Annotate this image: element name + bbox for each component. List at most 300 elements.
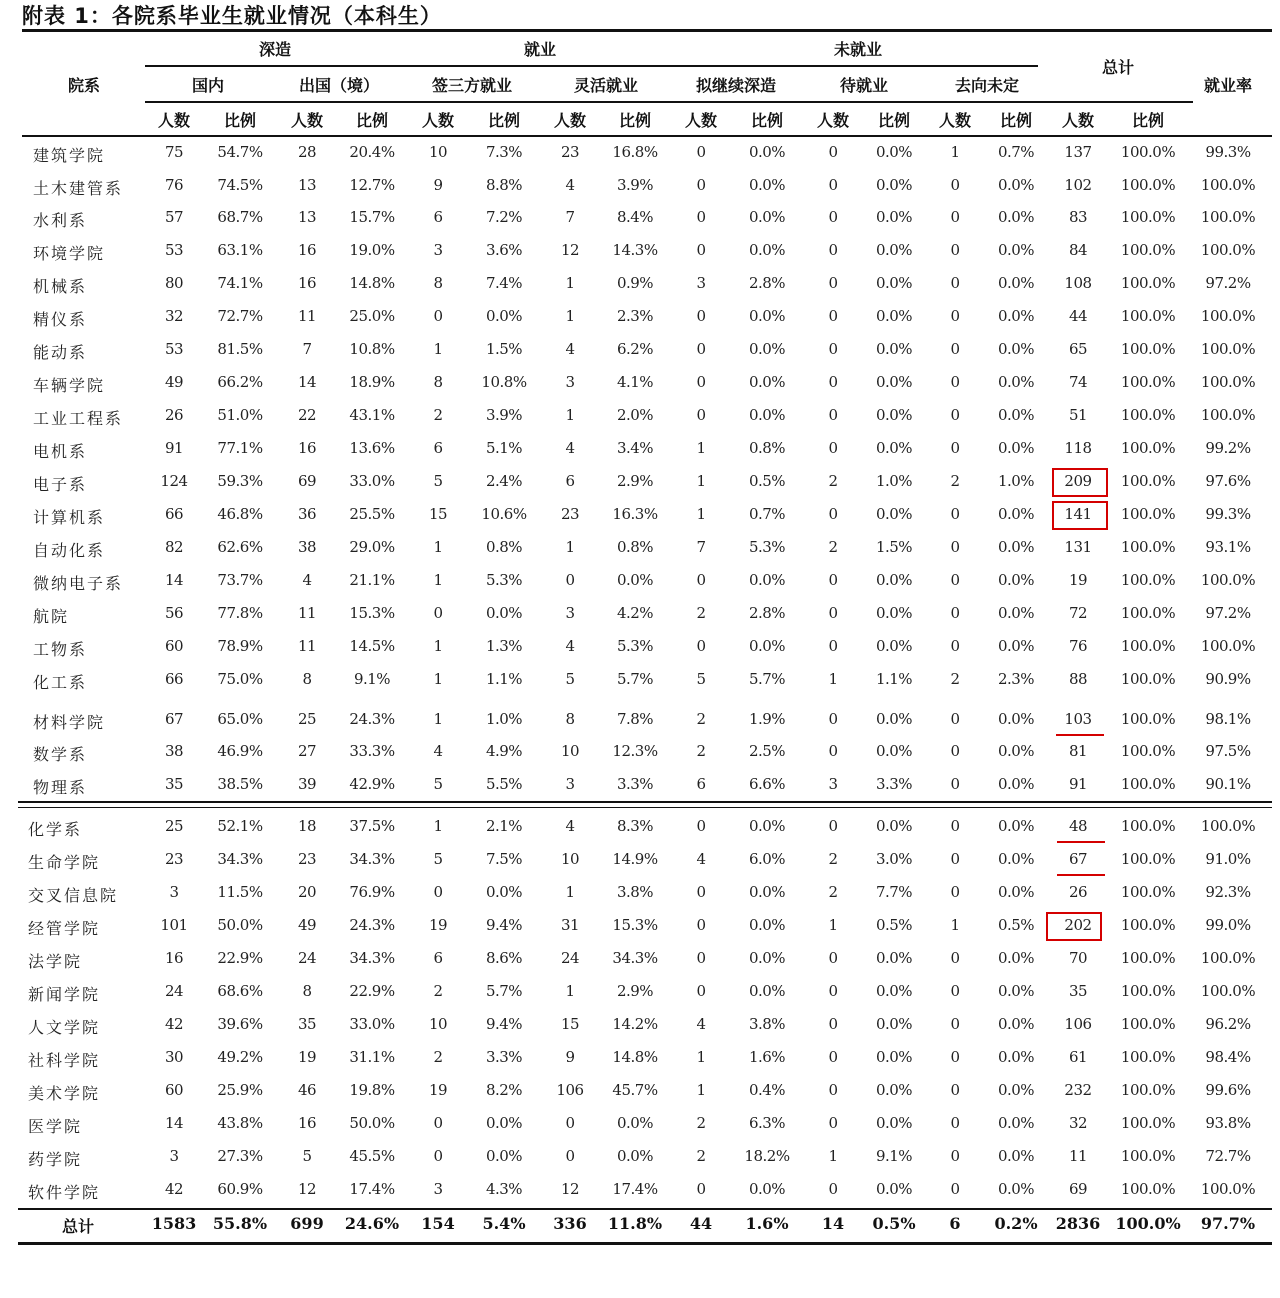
table-cell: 3 — [696, 274, 706, 292]
table-cell: 2 — [828, 472, 838, 490]
table-cell: 17.4% — [349, 1180, 395, 1198]
table-title: 附表 1：各院系毕业生就业情况（本科生） — [22, 4, 442, 28]
table-cell: 3.3% — [485, 1048, 523, 1066]
table-cell: 90.9% — [1205, 670, 1251, 688]
table-cell: 4 — [565, 176, 575, 194]
table-cell: 80 — [164, 274, 184, 292]
table-cell: 0.4% — [748, 1081, 786, 1099]
table-cell: 0.0% — [748, 571, 786, 589]
table-cell: 100.0% — [1200, 637, 1256, 655]
table-cell: 100.0% — [1120, 340, 1176, 358]
table-cell: 0.0% — [997, 604, 1035, 622]
table-cell: 100.0% — [1120, 143, 1176, 161]
table-cell: 2 — [433, 1048, 443, 1066]
table-cell: 0 — [828, 274, 838, 292]
header-subgroup: 签三方就业 — [431, 76, 513, 95]
table-cell: 42.9% — [349, 775, 395, 793]
table-cell: 2.3% — [616, 307, 654, 325]
table-cell: 7.5% — [485, 850, 523, 868]
table-cell: 30 — [164, 1048, 184, 1066]
table-cell: 0 — [950, 241, 960, 259]
table-cell: 20 — [297, 883, 317, 901]
table-cell: 0 — [950, 1015, 960, 1033]
total-count-cell: 84 — [1068, 241, 1088, 259]
table-cell: 0 — [950, 1081, 960, 1099]
table-cell: 8 — [302, 670, 312, 688]
table-cell: 0.5% — [748, 472, 786, 490]
table-cell: 2 — [696, 1114, 706, 1132]
table-cell: 100.0% — [1200, 340, 1256, 358]
table-cell: 14.8% — [349, 274, 395, 292]
table-cell: 1.1% — [485, 670, 523, 688]
table-cell: 1 — [950, 916, 960, 934]
table-cell: 1 — [696, 472, 706, 490]
table-cell: 0.0% — [997, 1114, 1035, 1132]
total-count-cell: 19 — [1068, 571, 1088, 589]
table-cell: 9.1% — [353, 670, 391, 688]
header-total: 总计 — [1101, 58, 1135, 77]
table-cell: 0 — [828, 176, 838, 194]
table-cell: 0.0% — [875, 1114, 913, 1132]
table-cell: 51.0% — [217, 406, 263, 424]
table-cell: 3 — [565, 775, 575, 793]
table-cell: 24 — [164, 982, 184, 1000]
table-cell: 39.6% — [217, 1015, 263, 1033]
total-count-cell: 61 — [1068, 1048, 1088, 1066]
table-cell: 9.4% — [485, 916, 523, 934]
table-cell: 0 — [565, 1114, 575, 1132]
table-cell: 99.3% — [1205, 143, 1251, 161]
table-cell: 8 — [565, 710, 575, 728]
table-cell: 34.3% — [612, 949, 658, 967]
table-cell: 3 — [433, 1180, 443, 1198]
table-cell: 73.7% — [217, 571, 263, 589]
table-cell: 77.1% — [217, 439, 263, 457]
table-cell: 19.0% — [349, 241, 395, 259]
table-cell: 22.9% — [217, 949, 263, 967]
table-cell: 75 — [164, 143, 184, 161]
table-cell: 0.8% — [616, 538, 654, 556]
table-cell: 0.0% — [997, 208, 1035, 226]
total-cell: 44 — [689, 1214, 713, 1233]
table-cell: 4 — [565, 439, 575, 457]
table-cell: 11.5% — [217, 883, 263, 901]
table-cell: 8.2% — [485, 1081, 523, 1099]
table-cell: 1 — [828, 670, 838, 688]
table-cell: 98.4% — [1205, 1048, 1251, 1066]
table-cell: 42 — [164, 1015, 184, 1033]
table-cell: 1.5% — [485, 340, 523, 358]
total-count-cell: 76 — [1068, 637, 1088, 655]
table-cell: 1 — [433, 710, 443, 728]
table-cell: 5 — [433, 472, 443, 490]
table-cell: 38 — [164, 742, 184, 760]
table-cell: 0 — [828, 439, 838, 457]
header-ratio: 比例 — [999, 111, 1033, 130]
table-cell: 100.0% — [1120, 307, 1176, 325]
table-cell: 0.0% — [997, 307, 1035, 325]
total-count-cell: 35 — [1068, 982, 1088, 1000]
total-cell: 1583 — [151, 1214, 197, 1233]
table-cell: 6 — [433, 439, 443, 457]
table-cell: 0 — [950, 817, 960, 835]
table-cell: 1 — [696, 505, 706, 523]
table-cell: 0.0% — [748, 241, 786, 259]
table-cell: 100.0% — [1120, 274, 1176, 292]
table-cell: 0 — [433, 1114, 443, 1132]
table-cell: 0 — [696, 1180, 706, 1198]
highlight-underline — [1057, 874, 1105, 876]
table-cell: 0 — [828, 505, 838, 523]
table-cell: 0.0% — [875, 208, 913, 226]
table-cell: 0 — [950, 571, 960, 589]
table-cell: 0 — [950, 208, 960, 226]
table-cell: 23 — [560, 143, 580, 161]
header-group: 深造 — [258, 40, 292, 59]
table-cell: 97.6% — [1205, 472, 1251, 490]
table-cell: 0.0% — [748, 817, 786, 835]
table-cell: 0 — [696, 340, 706, 358]
table-cell: 20.4% — [349, 143, 395, 161]
table-cell: 11 — [297, 637, 317, 655]
table-cell: 0.9% — [616, 274, 654, 292]
table-cell: 100.0% — [1120, 1015, 1176, 1033]
table-cell: 0.0% — [748, 916, 786, 934]
table-cell: 56 — [164, 604, 184, 622]
table-cell: 1 — [696, 439, 706, 457]
total-count-cell: 44 — [1068, 307, 1088, 325]
table-cell: 0 — [828, 1114, 838, 1132]
table-cell: 18.9% — [349, 373, 395, 391]
total-cell: 1.6% — [745, 1214, 789, 1233]
dept-name: 经管学院 — [28, 919, 101, 938]
table-cell: 0 — [696, 307, 706, 325]
table-cell: 5 — [696, 670, 706, 688]
table-cell: 100.0% — [1120, 949, 1176, 967]
header-count: 人数 — [553, 111, 587, 130]
table-cell: 8.8% — [485, 176, 523, 194]
table-cell: 50.0% — [349, 1114, 395, 1132]
table-cell: 1 — [433, 817, 443, 835]
table-cell: 14 — [297, 373, 317, 391]
table-cell: 50.0% — [217, 916, 263, 934]
table-cell: 0 — [696, 208, 706, 226]
dept-name: 交叉信息院 — [28, 886, 119, 905]
total-count-cell: 67 — [1068, 850, 1088, 868]
table-cell: 67 — [164, 710, 184, 728]
table-cell: 7 — [565, 208, 575, 226]
total-count-cell: 74 — [1068, 373, 1088, 391]
table-cell: 100.0% — [1120, 538, 1176, 556]
table-cell: 49 — [164, 373, 184, 391]
table-cell: 0.0% — [748, 373, 786, 391]
table-cell: 0 — [828, 637, 838, 655]
table-cell: 14 — [164, 1114, 184, 1132]
table-cell: 46.8% — [217, 505, 263, 523]
table-cell: 8.4% — [616, 208, 654, 226]
dept-name: 计算机系 — [33, 508, 106, 527]
table-cell: 0 — [696, 143, 706, 161]
table-cell: 3.6% — [485, 241, 523, 259]
table-cell: 100.0% — [1120, 742, 1176, 760]
table-cell: 28 — [297, 143, 317, 161]
table-cell: 97.2% — [1205, 604, 1251, 622]
table-cell: 60 — [164, 1081, 184, 1099]
table-cell: 68.6% — [217, 982, 263, 1000]
header-group: 未就业 — [833, 40, 883, 59]
table-cell: 0.0% — [997, 340, 1035, 358]
table-cell: 18 — [297, 817, 317, 835]
table-cell: 8.6% — [485, 949, 523, 967]
table-cell: 45.7% — [612, 1081, 658, 1099]
total-count-cell: 232 — [1064, 1081, 1092, 1099]
table-cell: 0.0% — [997, 637, 1035, 655]
table-cell: 1.0% — [485, 710, 523, 728]
table-cell: 59.3% — [217, 472, 263, 490]
dept-name: 化工系 — [33, 673, 88, 692]
table-cell: 19 — [428, 916, 448, 934]
table-cell: 3.4% — [616, 439, 654, 457]
table-cell: 1.5% — [875, 538, 913, 556]
table-cell: 2 — [433, 982, 443, 1000]
table-cell: 100.0% — [1120, 241, 1176, 259]
table-cell: 0 — [696, 916, 706, 934]
table-cell: 0.0% — [875, 406, 913, 424]
table-cell: 43.8% — [217, 1114, 263, 1132]
table-cell: 0.0% — [997, 1015, 1035, 1033]
table-cell: 82 — [164, 538, 184, 556]
highlight-box — [1052, 501, 1108, 530]
table-cell: 7 — [696, 538, 706, 556]
table-cell: 100.0% — [1120, 505, 1176, 523]
table-cell: 2.4% — [485, 472, 523, 490]
table-cell: 7.8% — [616, 710, 654, 728]
table-cell: 57 — [164, 208, 184, 226]
table-cell: 14.5% — [349, 637, 395, 655]
table-cell: 3 — [565, 373, 575, 391]
table-cell: 0 — [950, 340, 960, 358]
table-cell: 14.3% — [612, 241, 658, 259]
table-cell: 124 — [160, 472, 188, 490]
table-cell: 60.9% — [217, 1180, 263, 1198]
table-cell: 77.8% — [217, 604, 263, 622]
total-cell: 24.6% — [344, 1214, 400, 1233]
table-cell: 100.0% — [1120, 850, 1176, 868]
table-cell: 29.0% — [349, 538, 395, 556]
table-cell: 37.5% — [349, 817, 395, 835]
table-cell: 34.3% — [217, 850, 263, 868]
total-count-cell: 108 — [1064, 274, 1092, 292]
table-cell: 0.0% — [485, 1114, 523, 1132]
table-cell: 0.8% — [748, 439, 786, 457]
table-cell: 0 — [696, 571, 706, 589]
table-cell: 0 — [696, 373, 706, 391]
table-cell: 91.0% — [1205, 850, 1251, 868]
table-cell: 0 — [828, 571, 838, 589]
table-cell: 3.0% — [875, 850, 913, 868]
table-cell: 9.1% — [875, 1147, 913, 1165]
table-cell: 5.7% — [748, 670, 786, 688]
total-count-cell: 51 — [1068, 406, 1088, 424]
table-cell: 0 — [950, 406, 960, 424]
table-cell: 0.0% — [875, 176, 913, 194]
table-cell: 10 — [560, 850, 580, 868]
table-cell: 24 — [560, 949, 580, 967]
dept-name: 能动系 — [33, 343, 88, 362]
dept-name: 生命学院 — [28, 853, 101, 872]
bottom-rule — [18, 1242, 1272, 1245]
table-cell: 16 — [164, 949, 184, 967]
table-cell: 0 — [828, 143, 838, 161]
table-cell: 0.0% — [997, 176, 1035, 194]
table-cell: 0.0% — [748, 208, 786, 226]
table-cell: 27.3% — [217, 1147, 263, 1165]
table-cell: 12.3% — [612, 742, 658, 760]
dept-name: 土木建管系 — [33, 179, 124, 198]
table-cell: 100.0% — [1120, 1081, 1176, 1099]
table-cell: 100.0% — [1200, 949, 1256, 967]
table-cell: 63.1% — [217, 241, 263, 259]
table-cell: 0 — [565, 571, 575, 589]
table-cell: 3.8% — [616, 883, 654, 901]
table-cell: 96.2% — [1205, 1015, 1251, 1033]
table-cell: 10 — [428, 1015, 448, 1033]
dept-name: 电机系 — [33, 442, 88, 461]
table-cell: 0 — [696, 241, 706, 259]
table-cell: 100.0% — [1200, 1180, 1256, 1198]
table-cell: 1 — [565, 406, 575, 424]
dept-name: 软件学院 — [28, 1183, 101, 1202]
table-cell: 0 — [828, 710, 838, 728]
table-cell: 46 — [297, 1081, 317, 1099]
dept-name: 微纳电子系 — [33, 574, 124, 593]
table-cell: 10.8% — [349, 340, 395, 358]
table-cell: 0 — [950, 710, 960, 728]
table-cell: 0.0% — [875, 1180, 913, 1198]
table-cell: 100.0% — [1200, 406, 1256, 424]
total-cell: 0.2% — [994, 1214, 1038, 1233]
table-cell: 1 — [828, 916, 838, 934]
table-cell: 76.9% — [349, 883, 395, 901]
table-cell: 25 — [297, 710, 317, 728]
header-count: 人数 — [290, 111, 324, 130]
table-cell: 3.8% — [748, 1015, 786, 1033]
dept-name: 数学系 — [33, 745, 88, 764]
table-cell: 66.2% — [217, 373, 263, 391]
table-cell: 49.2% — [217, 1048, 263, 1066]
table-cell: 1 — [433, 571, 443, 589]
table-cell: 100.0% — [1120, 1147, 1176, 1165]
header-rate: 就业率 — [1203, 76, 1253, 95]
table-cell: 91 — [164, 439, 184, 457]
table-cell: 0 — [696, 406, 706, 424]
table-cell: 0.0% — [748, 949, 786, 967]
total-cell: 6 — [949, 1214, 961, 1233]
table-cell: 7 — [302, 340, 312, 358]
header-ratio: 比例 — [223, 111, 257, 130]
table-cell: 0 — [828, 241, 838, 259]
dept-name: 车辆学院 — [33, 376, 106, 395]
highlight-box — [1046, 912, 1102, 941]
table-cell: 0.8% — [485, 538, 523, 556]
total-count-cell: 202 — [1064, 916, 1092, 934]
table-cell: 100.0% — [1200, 982, 1256, 1000]
table-cell: 26 — [164, 406, 184, 424]
table-cell: 16.8% — [612, 143, 658, 161]
table-cell: 0.0% — [748, 340, 786, 358]
total-count-cell: 83 — [1068, 208, 1088, 226]
dept-name: 精仪系 — [33, 310, 88, 329]
table-cell: 0 — [696, 883, 706, 901]
dept-name: 美术学院 — [28, 1084, 101, 1103]
table-cell: 60 — [164, 637, 184, 655]
table-cell: 0.0% — [997, 274, 1035, 292]
dept-name: 法学院 — [28, 952, 83, 971]
table-cell: 66 — [164, 505, 184, 523]
table-cell: 100.0% — [1120, 208, 1176, 226]
table-cell: 1.3% — [485, 637, 523, 655]
table-cell: 0.0% — [485, 1147, 523, 1165]
table-cell: 1 — [433, 538, 443, 556]
table-cell: 54.7% — [217, 143, 263, 161]
dept-name: 人文学院 — [28, 1018, 101, 1037]
table-cell: 10 — [428, 143, 448, 161]
table-cell: 39 — [297, 775, 317, 793]
table-cell: 33.3% — [349, 742, 395, 760]
table-cell: 9 — [433, 176, 443, 194]
total-count-cell: 118 — [1064, 439, 1092, 457]
table-cell: 0.0% — [748, 143, 786, 161]
table-cell: 5 — [302, 1147, 312, 1165]
table-cell: 5 — [433, 775, 443, 793]
total-cell: 55.8% — [212, 1214, 268, 1233]
table-cell: 4 — [565, 637, 575, 655]
table-cell: 93.8% — [1205, 1114, 1251, 1132]
table-cell: 0.0% — [997, 949, 1035, 967]
table-cell: 62.6% — [217, 538, 263, 556]
table-cell: 69 — [297, 472, 317, 490]
table-cell: 0 — [828, 1081, 838, 1099]
total-count-cell: 141 — [1064, 505, 1092, 523]
table-cell: 66 — [164, 670, 184, 688]
table-cell: 8.3% — [616, 817, 654, 835]
table-cell: 1.9% — [748, 710, 786, 728]
table-cell: 19 — [428, 1081, 448, 1099]
table-cell: 0 — [950, 775, 960, 793]
table-cell: 2 — [696, 1147, 706, 1165]
table-cell: 3.3% — [616, 775, 654, 793]
table-cell: 11 — [297, 307, 317, 325]
table-cell: 0 — [828, 1015, 838, 1033]
table-cell: 100.0% — [1120, 1180, 1176, 1198]
table-cell: 7.2% — [485, 208, 523, 226]
table-cell: 1 — [696, 1048, 706, 1066]
table-cell: 14 — [164, 571, 184, 589]
table-cell: 0.0% — [748, 406, 786, 424]
table-cell: 76 — [164, 176, 184, 194]
header-count: 人数 — [684, 111, 718, 130]
table-cell: 7.4% — [485, 274, 523, 292]
table-cell: 5.3% — [616, 637, 654, 655]
table-cell: 0 — [950, 176, 960, 194]
table-cell: 100.0% — [1120, 176, 1176, 194]
table-cell: 10.8% — [481, 373, 527, 391]
table-cell: 99.6% — [1205, 1081, 1251, 1099]
table-cell: 0 — [950, 604, 960, 622]
table-cell: 27 — [297, 742, 317, 760]
total-count-cell: 106 — [1064, 1015, 1092, 1033]
table-cell: 0.0% — [997, 1048, 1035, 1066]
